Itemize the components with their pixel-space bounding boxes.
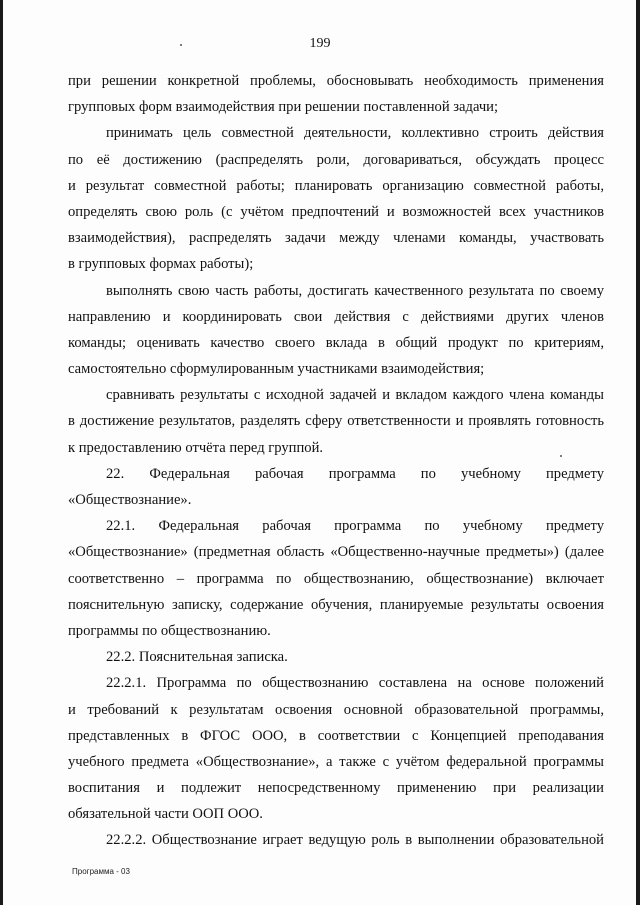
text-line: групповых форм взаимодействия при решении поставленной задачи; [68,99,499,116]
scan-border-right [636,0,640,905]
text-line: 22. Федеральная рабочая программа по учебному предмету [106,465,604,482]
text-line: 22.2. Пояснительная записка. [106,649,288,666]
page-footer: Программа - 03 [72,867,130,876]
paragraph [68,382,604,461]
paragraph [68,513,604,644]
text-line: представленных в ФГОС ООО, в соответствии с Концепцией преподавания [68,727,604,744]
document-body [68,68,604,854]
text-line: команды; оценивать качество своего вклада в общий продукт по критериям, [68,334,604,351]
text-line: 22.2.1. Программа по обществознанию составлена на основе положений [106,675,604,692]
paragraph [68,644,604,670]
paragraph [68,68,604,120]
text-line: «Обществознание» (предметная область «Общественно-научные предметы») (далее [68,544,604,561]
text-line: при решении конкретной проблемы, обосновывать необходимость применения [68,73,604,89]
scan-speck [180,44,182,46]
text-line: 22.2.2. Обществознание играет ведущую роль в выполнении образовательной [106,832,604,849]
text-line: и требований к результатам освоения основной образовательной программы, [68,701,604,718]
paragraph [68,120,604,277]
text-line: к предоставлению отчёта перед группой. [68,439,324,456]
text-line: по её достижению (распределять роли, договариваться, обсуждать процесс [68,151,604,168]
text-line: в групповых формах работы); [68,256,254,273]
text-line: обязательной части ООП ООО. [68,806,263,823]
text-line: в достижение результатов, разделять сферу ответственности и проявлять готовность [68,413,604,430]
paragraph [68,278,604,383]
scan-speck [560,455,562,457]
text-line: определять свою роль (с учётом предпочтений и возможностей всех участников [68,203,604,220]
paragraph [68,670,604,827]
text-line: сравнивать результаты с исходной задачей и вкладом каждого члена команды [106,387,604,404]
text-line: воспитания и подлежит непосредственному применению при реализации [68,780,604,797]
text-line: выполнять свою часть работы, достигать качественного результата по своему [106,282,604,299]
text-line: самостоятельно сформулированным участниками взаимодействия; [68,361,485,378]
text-line: 22.1. Федеральная рабочая программа по учебному предмету [106,518,604,535]
paragraph [68,827,604,853]
scan-border-left [0,0,3,905]
page-number: 199 [309,36,331,51]
text-line: соответственно – программа по обществознанию, обществознание) включает [68,570,604,587]
text-line: взаимодействия), распределять задачи между членами команды, участвовать [68,230,604,247]
text-line: программы по обществознанию. [68,622,271,639]
text-line: «Обществознание». [68,492,192,508]
text-line: учебного предмета «Обществознание», а также с учётом федеральной программы [68,753,604,770]
text-line: направлению и координировать свои действия с действиями других членов [68,308,604,325]
paragraph [68,461,604,513]
text-line: принимать цель совместной деятельности, коллективно строить действия [106,125,604,142]
text-line: пояснительную записку, содержание обучения, планируемые результаты освоения [68,596,604,613]
text-line: и результат совместной работы; планировать организацию совместной работы, [68,177,604,194]
